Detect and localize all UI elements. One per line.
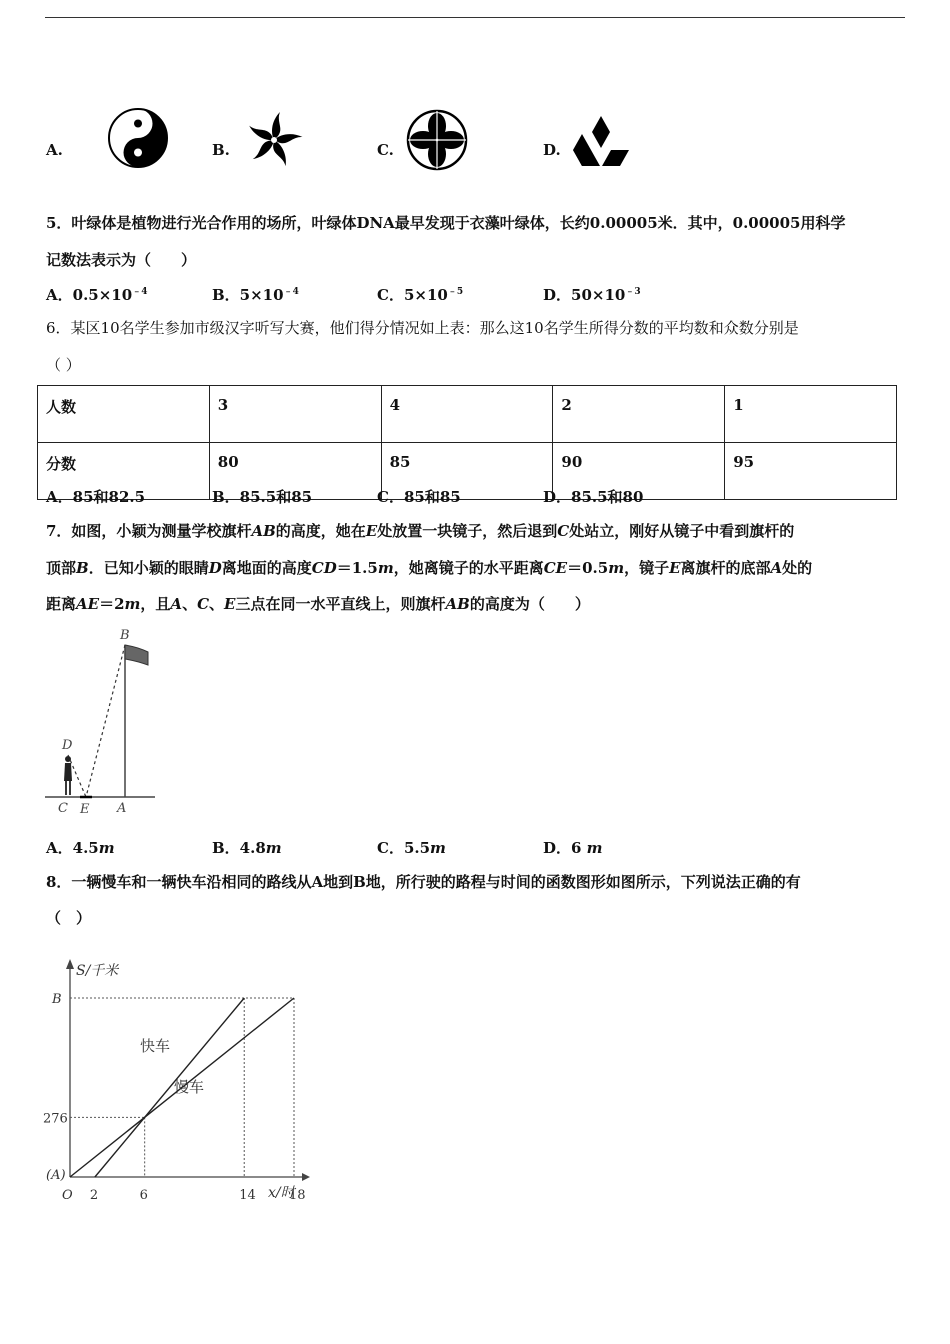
flag-icon: [125, 645, 148, 665]
q7-option-b: B．4.8m: [212, 839, 282, 857]
q5-option-b: B．$5\times 10^{﹣4}$: [212, 286, 299, 304]
table-cell: 分数: [38, 443, 210, 500]
q8-line-1: 8．一辆慢车和一辆快车沿相同的路线从A地到B地，所行驶的路程与时间的函数图形如图所示，下列说法正确的有: [46, 873, 801, 891]
label-b: B: [120, 628, 130, 643]
x-axis-arrow-icon: [302, 1173, 310, 1181]
distance-time-chart: [40, 955, 310, 1205]
table-cell: 1: [725, 386, 897, 443]
flagpole-figure: [40, 625, 170, 820]
q4-option-d-label: D.: [543, 141, 561, 159]
x-tick-label: 6: [139, 1188, 148, 1203]
table-row: [38, 443, 897, 500]
y-axis-arrow-icon: [66, 959, 74, 969]
q5-option-c: C．$5\times 10^{﹣5}$: [377, 286, 464, 304]
q4-option-b-label: B.: [212, 141, 230, 159]
q7-option-a: A．4.5m: [46, 839, 115, 857]
x-tick-label: O: [62, 1188, 73, 1203]
series-label-fast: 快车: [140, 1037, 171, 1055]
q6-option-a: A．85和82.5: [46, 488, 146, 506]
table-cell: 95: [725, 443, 897, 500]
q7-line-1: 7．如图，小颖为测量学校旗杆AB的高度，她在E处放置一块镜子，然后退到C处站立，刚好从镜子中看到旗杆的: [46, 522, 795, 540]
table-cell: 2: [553, 386, 725, 443]
pinwheel-icon: [242, 108, 306, 172]
x-axis-label: x/时: [268, 1185, 295, 1201]
three-diamond-icon: [570, 114, 632, 168]
table-cell: 人数: [38, 386, 210, 443]
x-tick-label: 2: [89, 1188, 99, 1203]
score-table: [37, 385, 897, 500]
q7-option-d: D．6 m: [543, 839, 603, 857]
q5-option-a: A．$0.5\times 10^{﹣4}$: [46, 286, 148, 304]
x-tick-label: 14: [239, 1188, 256, 1203]
q4-option-a-label: A.: [46, 141, 63, 159]
q6-option-b: B．85.5和85: [212, 488, 313, 506]
series-line-fast: [95, 998, 244, 1177]
y-tick-label: B: [52, 992, 62, 1007]
table-cell: 80: [209, 443, 381, 500]
q7-line-3: 距离AE＝2m，且A、C、E三点在同一水平直线上，则旗杆AB的高度为（ ）: [46, 595, 590, 613]
q5-line-2: 记数法表示为（ ）: [46, 251, 197, 269]
table-cell: 4: [381, 386, 553, 443]
four-petal-circle-icon: [405, 108, 469, 172]
q7-option-c: C．5.5m: [377, 839, 446, 857]
label-e: E: [80, 802, 90, 817]
header-rule: [45, 17, 905, 18]
table-row: [38, 386, 897, 443]
y-tick-label: (A): [46, 1168, 66, 1183]
y-axis-label: S/千米: [76, 963, 119, 979]
series-label-slow: 慢车: [174, 1078, 205, 1096]
label-c: C: [58, 801, 68, 816]
q7-line-2: 顶部B．已知小颖的眼睛D离地面的高度CD＝1.5m，她离镜子的水平距离CE＝0.5m，镜子E离旗杆的底部A处的: [46, 559, 813, 577]
x-tick-label: 18: [289, 1188, 306, 1203]
q6-option-d: D．85.5和80: [543, 488, 644, 506]
q5-line-1: 5．叶绿体是植物进行光合作用的场所，叶绿体DNA最早发现于衣藻叶绿体，长约0.00005米．其中，0.00005用科学: [46, 214, 846, 232]
label-a: A: [117, 801, 127, 816]
q6-line-2: （ ）: [46, 356, 81, 374]
q6-option-c: C．85和85: [377, 488, 461, 506]
q5-option-d: D．$50\times 10^{﹣3}$: [543, 286, 641, 304]
label-d: D: [62, 738, 73, 753]
table-cell: 90: [553, 443, 725, 500]
y-tick-label: 276: [43, 1111, 68, 1127]
table-cell: 3: [209, 386, 381, 443]
sight-line-be: [86, 645, 125, 797]
table-cell: 85: [381, 443, 553, 500]
q4-option-c-label: C.: [377, 141, 394, 159]
yin-yang-icon: [106, 106, 170, 170]
q8-line-2: （ ）: [46, 909, 92, 927]
q6-line-1: 6．某区10名学生参加市级汉字听写大赛，他们得分情况如上表：那么这10名学生所得分数的平均数和众数分别是: [46, 319, 799, 337]
